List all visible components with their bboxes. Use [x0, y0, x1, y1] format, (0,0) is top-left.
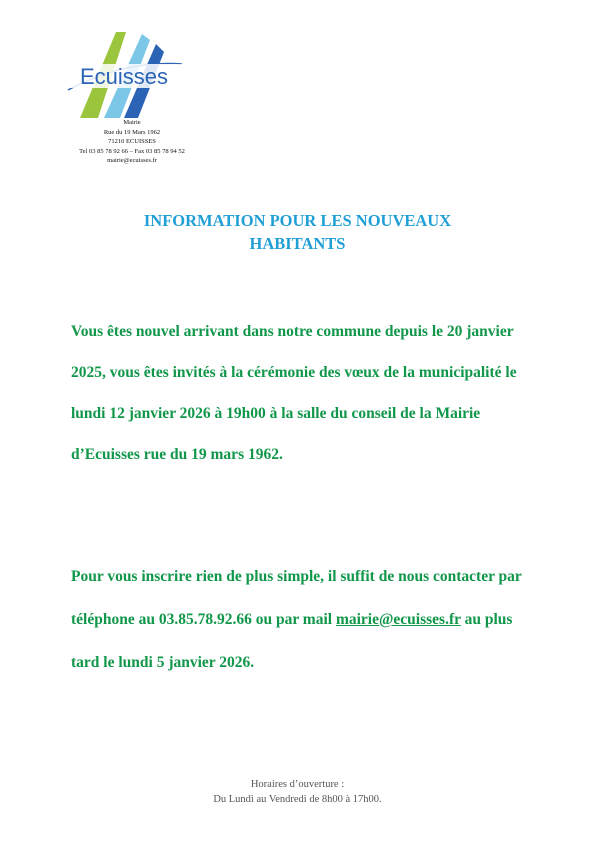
- logo-wordmark: Ecuisses: [79, 64, 169, 89]
- registration-text-before: Pour vous inscrire rien de plus simple, il suffit de nous contacter par téléphone au 03.85.78.92.66 ou par mail: [71, 568, 522, 628]
- page-title: [60, 209, 535, 255]
- registration-text-after: au plus tard le lundi 5 janvier 2026.: [71, 611, 513, 671]
- address-line-mairie: Mairie: [123, 119, 141, 126]
- email-link[interactable]: mairie@ecuisses.fr: [335, 611, 461, 628]
- mairie-address: [52, 118, 212, 166]
- title-line-2: HABITANTS: [249, 234, 346, 253]
- registration-paragraph: [71, 555, 531, 684]
- address-line-email: mairie@ecuisses.fr: [107, 157, 157, 164]
- address-line-phone-fax: Tel 03 85 78 92 66 – Fax 03 85 78 94 52: [79, 147, 185, 155]
- ecuisses-logo: [64, 30, 184, 122]
- opening-hours-footer: [100, 777, 495, 807]
- title-line-1: INFORMATION POUR LES NOUVEAUX: [143, 211, 452, 230]
- footer-hours-value: Du Lundi au Vendredi de 8h00 à 17h00.: [213, 794, 382, 805]
- invitation-paragraph: Vous êtes nouvel arrivant dans notre commune depuis le 20 janvier 2025, vous êtes invités à la cérémonie des vœux de la municipalité le lundi 12 janvier 2026 à 19h00 à la salle du conseil de la Mairie d’Ecuisses rue du 19 mars 1962.: [71, 323, 517, 463]
- footer-hours-label: Horaires d’ouverture :: [250, 779, 345, 790]
- address-line-street: Rue du 19 Mars 1962: [103, 128, 161, 136]
- logo-graphic: [64, 30, 184, 122]
- address-line-postcode: 71210 ECUISSES: [108, 138, 156, 145]
